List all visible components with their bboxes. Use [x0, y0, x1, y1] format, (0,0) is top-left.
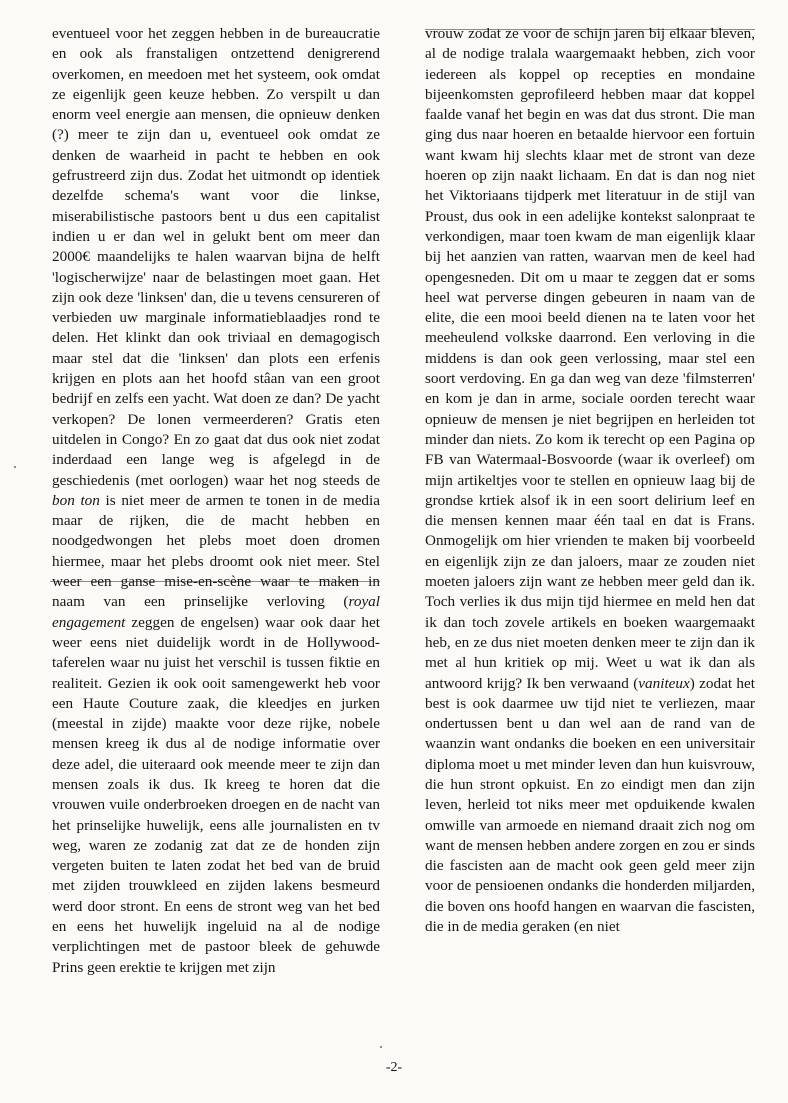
left-text-part-1: eventueel voor het zeggen hebben in de bureaucratie en ook als franstaligen ontzettend denigrerend overkomen, en meedoen met het systeem, ook omdat ze eigenlijk geen keuze hebben. Zo verspilt u dan enorm veel energie aan mensen, die opnieuw denken (?) meer te zijn dan u, eventueel ook omdat ze denken de waarheid in pacht te hebben en ook gefrustreerd zijn dus. Zodat het uitmondt op identiek dezelfde schema's want voor die linkse, miserabilistische pastoors bent u dus een capitalist indien u er dan wel in gelukt bent om meer dan 2000€ maandelijks te halen waarvan bijna de helft 'logischerwijze' naar de belastingen moet gaan. Het zijn ook deze 'linksen' dan, die u tevens censureren of verbieden uw marginale informatieblaadjes rond te delen. Het klinkt dan ook triviaal en demagogisch maar stel dat die 'linksen' dan plots een erfenis krijgen en plots aan het hoofd stâan van een groot bedrijf en zelfs een yacht. Wat doen ze dan? De yacht verkopen? De lonen vermeerderen? Gratis eten uitdelen in Congo? En zo gaat dat dus ook niet zodat inderdaad een lange weg is afgelegd in de geschiedenis (met oorlogen) waar het nog steeds de [52, 25, 380, 489]
page-number: -2- [385, 1060, 403, 1075]
right-text-part-2: ) zodat het best is ook daarmee uw tijd niet te verliezen, maar ondertussen bent u dan wel aan de rand van de waanzin want ondanks die boeken en een universitair diploma moet u met minder leven dan hun kuisvrouw, die hun stront opkuist. En zo eindigt men dan zijn leven, herleid tot niks meer met opduikende kwalen omwille van armoede en niemand draait zich nog om want de mensen hebben andere zorgen en zou er sinds die fascisten aan de macht ook geen geld meer zijn voor de pensioenen ondanks die honderden miljarden, die boven ons hoofd hangen en waarvan die fascisten, die in de media geraken (en niet [425, 674, 755, 936]
left-column [52, 24, 380, 1056]
right-text-part-1: vrouw zodat ze voor de schijn jaren bij elkaar bleven, al de nodige tralala waargemaakt hebben, zich voor iedereen als koppel op recepties en mondaine bijeenkomsten geprofileerd hebben maar dat koppel faalde vanaf het begin en was dat dus stront. Die man ging dus naar hoeren en betaalde hiervoor een fortuin want kwam hij slechts klaar met de stront van deze hoeren op zijn naakt lichaam. En dat is dan nog niet het Viktoriaans tijdperk met literatuur in de stijl van Proust, dus ook in een adelijke kontekst salonpraat te verkondigen, maar toen kwam de man eigenlijk klaar bij het aanzien van ratten, waarvan men de keel had opengesneden. Dit om u maar te zeggen dat er soms heel wat perverse dingen gebeuren in naam van de elite, die een mooi beeld dienen na te laten voor het meeheulend volkske daarrond. Een verloving in die middens is dan ook geen verlossing, maar stel een soort verdoving. En ga dan weg van deze 'filmsterren' en kom je dan in arme, sociale oorden terecht waar opnieuw de mensen je niet begrijpen en herleiden tot minder dan niets. Zo kom ik terecht op een Pagina op FB van Watermaal-Bosvoorde (waar ik overleef) om mijn artikeltjes voor te stellen en opnieuw laag bij de grondse krtiek alsof ik in een soort delirium leef en die mensen kennen maar één taal en dat is Frans. Onmogelijk om hier vrienden te maken bij voorbeeld en eigenlijk zijn ze dan jaloers, maar ze zouden niet moeten jaloers zijn want ze hebben meer geld dan ik. Toch verlies ik dus mijn tijd hiermee en meld hen dat ik dan toch zovele artikels en boeken waargemaakt heb, en ze dus niet moeten denken meer te zijn dan ik met al hun kritiek op mij. Weet u wat ik dan als antwoord krijg? Ik ben verwaand ( [425, 25, 755, 692]
right-column [425, 24, 755, 1056]
left-text-part-2: is niet meer de armen te tonen in de media maar de rijken, die de macht hebben en noodgedwongen het plebs moet doen dromen hiermee, maar het plebs droomt ook niet meer. Stel weer een ganse mise-en-scène waar te maken in naam van een prinselijke verloving ( [52, 491, 380, 611]
left-italic-bon-ton: bon ton [52, 491, 100, 509]
right-column-text [425, 24, 755, 937]
scan-speck [14, 466, 16, 468]
left-italic-royal-engagement: royal engagement [52, 593, 380, 631]
left-column-text [52, 24, 380, 978]
scan-speck [380, 1046, 382, 1048]
left-text-part-3: zeggen de engelsen) waar ook daar het weer eens niet duidelijk wordt in de Hollywood-taferelen waar nu juist het verschil is tussen fiktie en realiteit. Gezien ik ook ooit samengewerkt heb voor een Haute Couture zaak, die kleedjes en jurken (meestal in zijde) maakte voor deze rijke, nobele mensen kreeg ik dus al de nodige informatie over deze adel, die uiteraard ook meende meer te zijn dan mensen zoals ik dus. Ik kreeg te horen dat die vrouwen vuile onderbroeken droegen en de nacht van het prinselijke huwelijk, eens alle journalisten en tv weg, waren ze zodanig zat dat ze de honden zijn vergeten buiten te laten zodat het bed van de bruid met zijden trouwkleed en zijden lakens besmeurd werd door stront. En eens de stront weg van het bed en eens het huwelijk ingeluid na al de nodige verplichtingen met de pastoor bleek de gehuwde Prins geen erektie te krijgen met zijn [52, 613, 380, 976]
right-italic-vaniteux: vaniteux [638, 674, 690, 692]
